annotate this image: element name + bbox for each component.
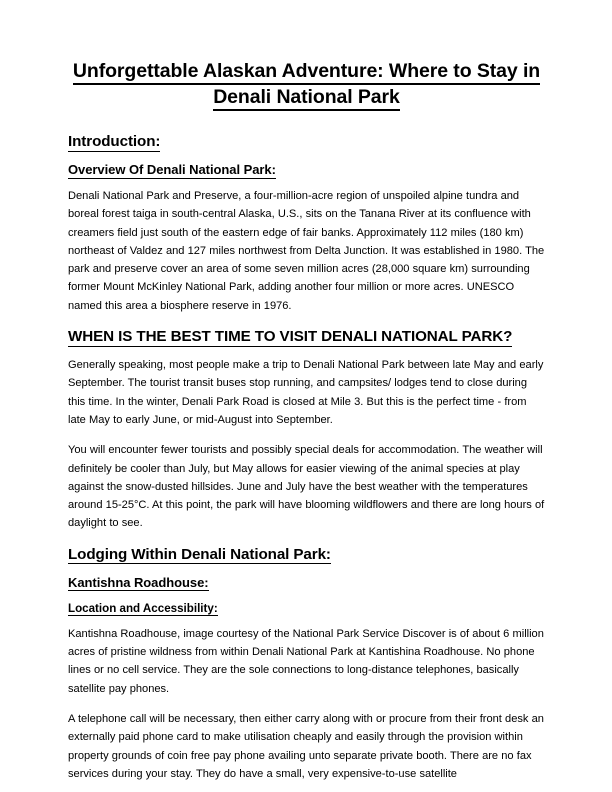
heading-kantishna-roadhouse-text: Kantishna Roadhouse: bbox=[68, 574, 209, 590]
heading-introduction-text: Introduction: bbox=[68, 133, 161, 150]
heading-location-accessibility-text: Location and Accessibility: bbox=[68, 601, 218, 615]
heading-introduction bbox=[68, 132, 545, 152]
document-title bbox=[68, 58, 545, 110]
heading-best-time bbox=[68, 327, 545, 347]
paragraph-overview: Denali National Park and Preserve, a four-million-acre region of unspoiled alpine tundra and boreal forest taiga in south-central Alaska, U.S., sits on the Tanana River at its confluence with creamers field just south of the eastern edge of fair banks. Approximately 112 miles (180 km) northeast of Valdez and 127 miles northwest from Delta Junction. It was established in 1980. The park and preserve cover an area of some seven million acres (28,000 square km) surrounding former Mount McKinley National Park, adding another four million or more acres. UNESCO named this area a biosphere reserve in 1976. bbox=[68, 190, 545, 312]
heading-location-accessibility bbox=[68, 600, 545, 617]
heading-best-time-text: WHEN IS THE BEST TIME TO VISIT DENALI NATIONAL PARK? bbox=[68, 328, 513, 346]
heading-lodging-text: Lodging Within Denali National Park: bbox=[68, 545, 331, 563]
heading-lodging bbox=[68, 545, 545, 565]
heading-overview-text: Overview Of Denali National Park: bbox=[68, 162, 276, 177]
heading-kantishna-roadhouse bbox=[68, 574, 545, 592]
paragraph-location-1: Kantishna Roadhouse, image courtesy of the National Park Service Discover is of about 6 million acres of pristine wildness from within Denali National Park at Kantishina Roadhouse. No phone lines or no cell service. They are the sole connections to long-distance telephones, basically satellite pay phones. bbox=[68, 627, 544, 695]
heading-overview bbox=[68, 161, 545, 179]
document-title-line-2: Denali National Park bbox=[213, 86, 400, 111]
paragraph-location-2: A telephone call will be necessary, then either carry along with or procure from their front desk an externally paid phone card to make utilisation cheaply and easily through the provision within property grounds of coin free pay phone availing unto separate private booth. There are no fax services during your stay. They do have a small, very expensive-to-use satellite bbox=[68, 712, 544, 780]
document-title-line-1: Unforgettable Alaskan Adventure: Where to Stay in bbox=[73, 60, 540, 85]
paragraph-best-time-2: You will encounter fewer tourists and possibly special deals for accommodation. The weather will definitely be cooler than July, but May allows for easier viewing of the animal species at play against the snow-dusted hillsides. June and July have the best weather with the temperatures around 15-25°C. At this point, the park will have blooming wildflowers and there are long hours of daylight to see. bbox=[68, 444, 545, 530]
paragraph-best-time-1: Generally speaking, most people make a trip to Denali National Park between late May and early September. The tourist transit buses stop running, and campsites/ lodges tend to close during this time. In the winter, Denali Park Road is closed at Mile 3. But this is the perfect time - from late May to early June, or mid-August into September. bbox=[68, 359, 544, 426]
